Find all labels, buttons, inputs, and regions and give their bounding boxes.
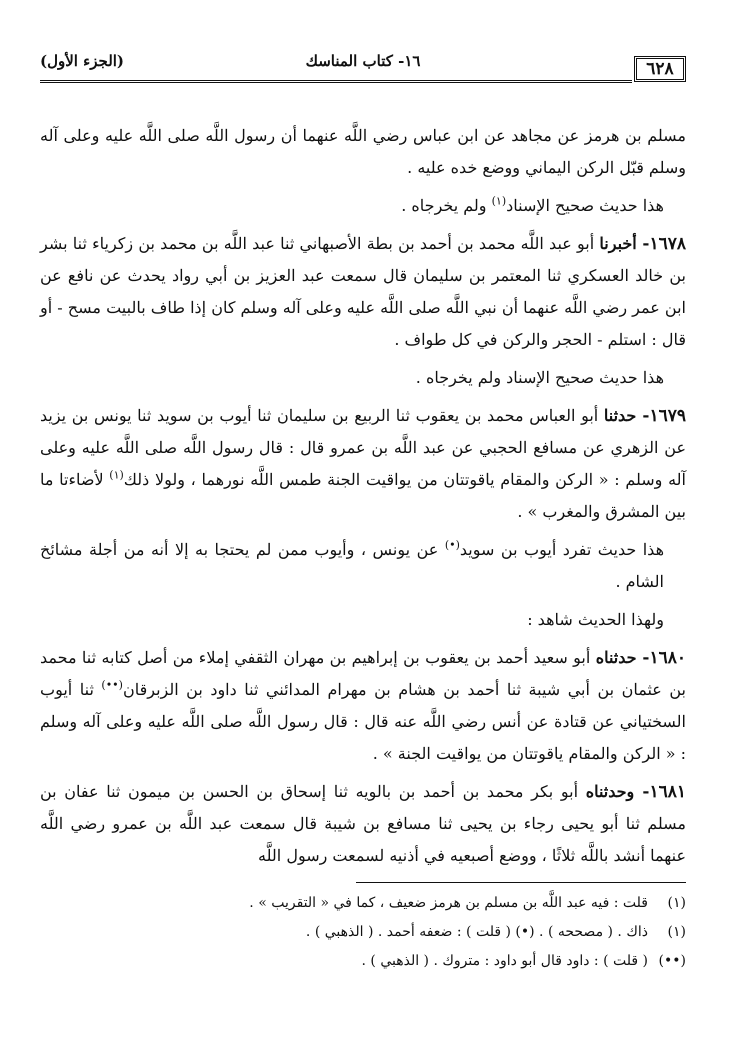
page-number: ٦٢٨ — [634, 56, 686, 82]
paragraph-witness: ولهذا الحديث شاهد : — [527, 610, 664, 629]
hadith-number: ١٦٨١- — [642, 782, 687, 802]
paragraph-comment — [40, 190, 686, 222]
paragraph-comment — [40, 534, 686, 598]
footnote-text: ذاك . ( مصححه ) . (•) ( قلت ) : ضعفه أحمد . ( الذهبي ) . — [305, 924, 648, 940]
hadith-number: ١٦٧٩- — [642, 406, 687, 426]
hadith-lead-word: أخبرنا — [599, 234, 643, 253]
comment-text: عن يونس ، وأيوب ممن لم يحتجا به إلا أنه من أجلة مشائخ الشام . — [40, 540, 664, 591]
comment-text: ولم يخرجاه . — [401, 196, 492, 215]
footnote-ref: (١) — [109, 468, 124, 482]
hadith-1681 — [40, 776, 686, 872]
hadith-lead-word: حدثنا — [603, 406, 643, 425]
hadith-text: لأضاءتا ما بين المشرق والمغرب » . — [40, 470, 686, 521]
header-rule — [40, 80, 632, 83]
hadith-text: أبو العباس محمد بن يعقوب ثنا الربيع بن سليمان ثنا أيوب بن سويد ثنا يونس بن يزيد عن الزهري عن مسافع الحجبي عن عبد اللَّه بن عمرو قال : قال رسول اللَّه صلى اللَّه عليه وعلى آله وسلم : « الركن والمقام ياقوتتان من يواقيت الجنة طمس اللَّه نورهما ، ولولا ذلك — [40, 406, 687, 489]
footnote — [40, 889, 686, 918]
comment-text: هذا حديث صحيح الإسناد — [506, 196, 664, 215]
footnote-mark: (١) — [667, 924, 686, 940]
hadith-number: ١٦٧٨- — [642, 234, 687, 254]
paragraph-comment: هذا حديث صحيح الإسناد ولم يخرجاه . — [415, 368, 664, 387]
footnote-mark: (••) — [658, 953, 686, 969]
hadith-number: ١٦٨٠- — [642, 648, 686, 668]
comment-text: هذا حديث تفرد أيوب بن سويد — [459, 540, 665, 559]
footnote-text: قلت : فيه عبد اللَّه بن مسلم بن هرمز ضعيف ، كما في « التقريب » . — [249, 895, 648, 911]
footnote — [40, 918, 686, 947]
hadith-lead-word: حدثناه — [595, 648, 643, 667]
hadith-1680 — [40, 642, 686, 770]
footnote-mark: (١) — [667, 895, 686, 911]
footnote-text: ( قلت ) : داود قال أبو داود : متروك . ( الذهبي ) . — [361, 953, 648, 969]
footnote-ref: (١) — [491, 194, 507, 208]
hadith-1679 — [40, 400, 686, 528]
volume-label: (الجزء الأول) — [40, 52, 125, 70]
hadith-text: أبو بكر محمد بن أحمد بن بالويه ثنا إسحاق بن الحسن بن ميمون ثنا عفان بن مسلم ثنا أبو يحيى رجاء بن يحيى ثنا مسافع بن شيبة قال سمعت عبد اللَّه بن عمرو رضي اللَّه عنهما أنشد باللَّه ثلاثًا ، ووضع أصبعيه في أذنيه لسمعت رسول اللَّه — [40, 782, 686, 865]
running-header — [40, 48, 686, 94]
chapter-title: ١٦- كتاب المناسك — [305, 52, 421, 70]
hadith-text: ثنا أيوب السختياني عن قتادة عن أنس رضي اللَّه عنه قال : قال رسول اللَّه صلى اللَّه عليه وعلى آله وسلم : « الركن والمقام ياقوتتان من يواقيت الجنة » . — [40, 680, 686, 763]
paragraph-isnad-continuation: مسلم بن هرمز عن مجاهد عن ابن عباس رضي اللَّه عنهما أن رسول اللَّه صلى اللَّه عليه وعلى آله وسلم قبّل الركن اليماني ووضع خده عليه . — [40, 126, 687, 177]
footnote — [40, 947, 686, 976]
main-text — [40, 120, 686, 872]
hadith-text: أبو سعيد أحمد بن يعقوب بن إبراهيم بن مهران الثقفي إملاء من أصل كتابه ثنا محمد بن عثمان بن أبي شيبة ثنا أحمد بن هشام بن مهرام المدائني ثنا داود بن الزبرقان — [40, 648, 686, 699]
footnote-ref: (••) — [101, 678, 123, 692]
footnote-ref: (•) — [444, 538, 460, 552]
book-page — [40, 48, 686, 1048]
footnotes — [40, 889, 686, 976]
hadith-1678 — [40, 228, 686, 356]
hadith-text: أبو عبد اللَّه محمد بن أحمد بن بطة الأصبهاني ثنا عبد اللَّه بن محمد بن زكرياء ثنا بشر بن خالد العسكري ثنا المعتمر بن سليمان قال سمعت عبد العزيز بن أبي رواد يحدث عن نافع عن ابن عمر رضي اللَّه عنهما أن نبي اللَّه صلى اللَّه عليه وعلى آله وسلم كان إذا طاف بالبيت مسح - أو قال : استلم - الحجر والركن في كل طواف . — [40, 234, 686, 349]
footnote-rule — [356, 882, 686, 883]
hadith-lead-word: وحدثناه — [585, 782, 643, 801]
